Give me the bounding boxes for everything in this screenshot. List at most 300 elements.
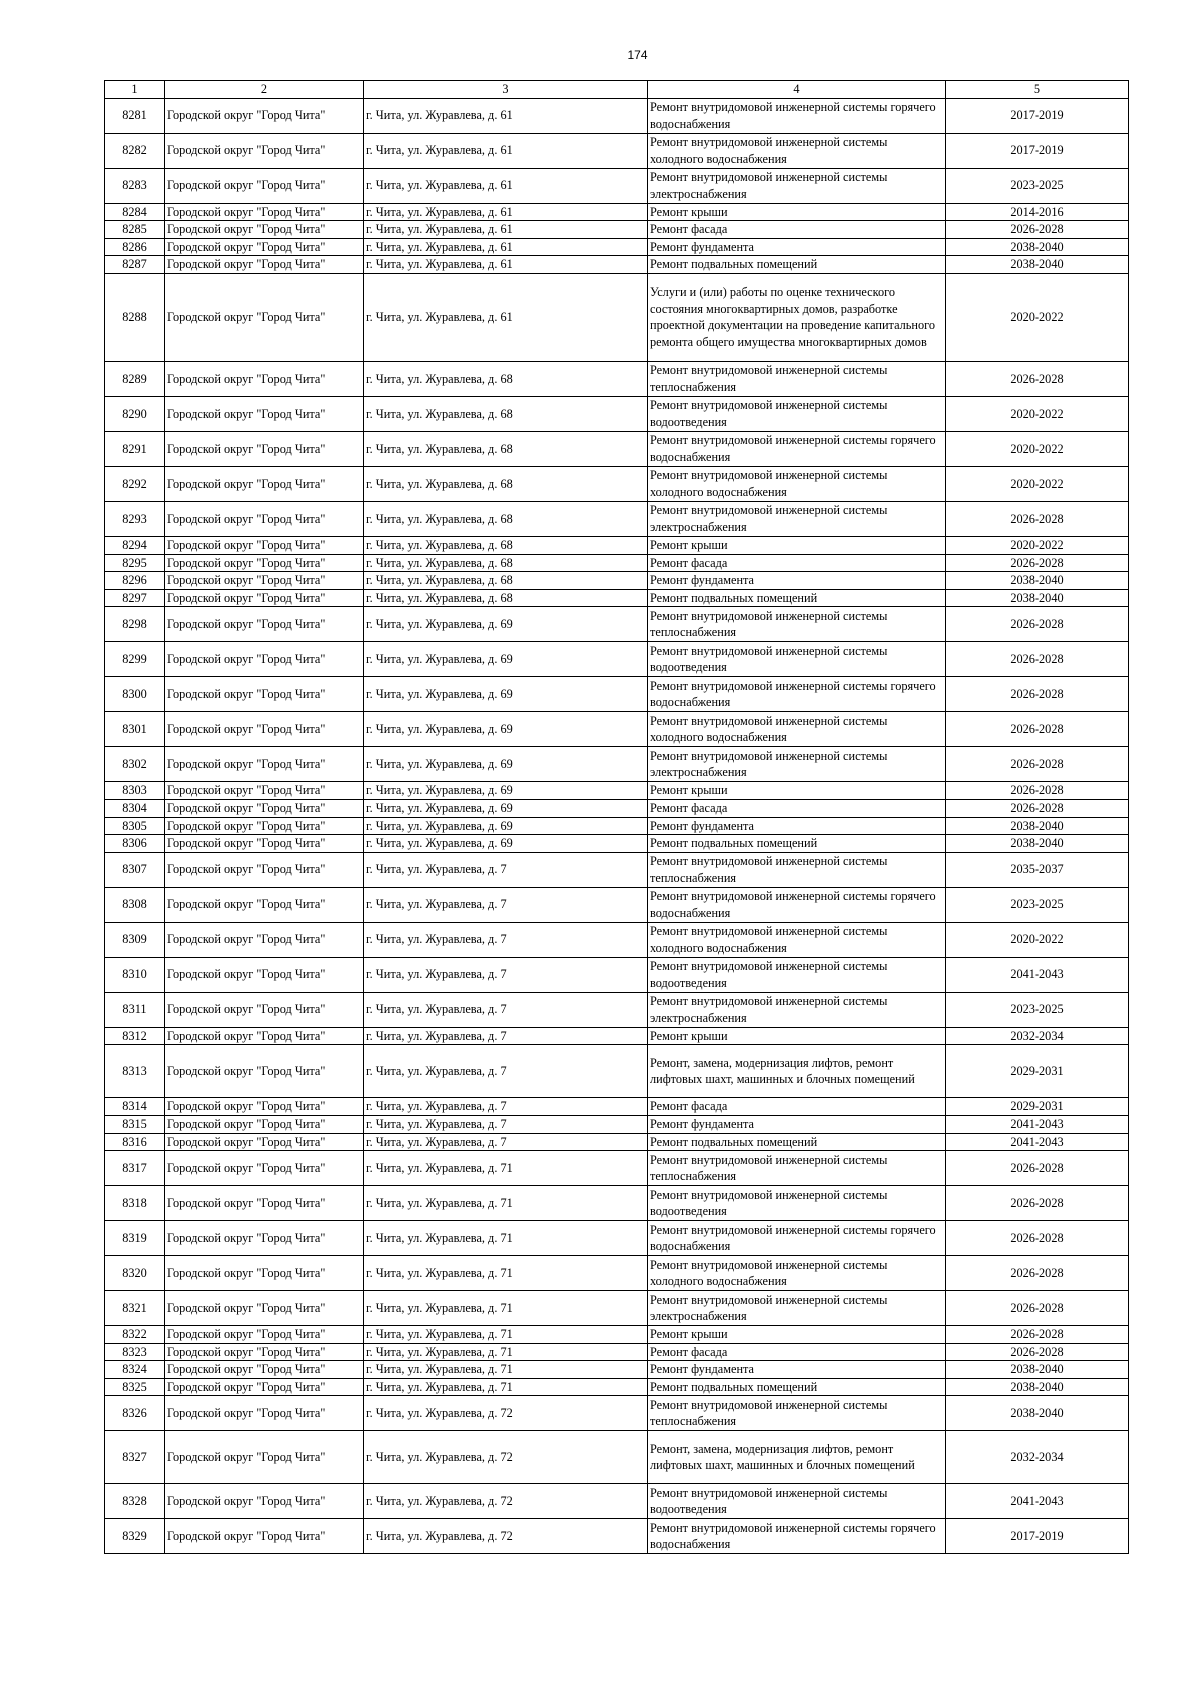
municipality-cell: Городской округ "Город Чита" xyxy=(165,799,364,817)
work-type-cell: Ремонт фундамента xyxy=(648,572,946,590)
work-type-cell: Ремонт крыши xyxy=(648,203,946,221)
municipality-cell: Городской округ "Город Чита" xyxy=(165,1151,364,1186)
address-cell: г. Чита, ул. Журавлева, д. 7 xyxy=(364,1027,648,1045)
work-type-cell: Ремонт внутридомовой инженерной системы электроснабжения xyxy=(648,992,946,1027)
work-type-cell: Ремонт фундамента xyxy=(648,1361,946,1379)
work-type-cell: Ремонт внутридомовой инженерной системы электроснабжения xyxy=(648,168,946,203)
table-row xyxy=(105,1098,1129,1116)
work-type-cell: Ремонт внутридомовой инженерной системы теплоснабжения xyxy=(648,607,946,642)
work-type-cell: Ремонт подвальных помещений xyxy=(648,1378,946,1396)
period-cell: 2038-2040 xyxy=(946,817,1129,835)
period-cell: 2023-2025 xyxy=(946,887,1129,922)
municipality-cell: Городской округ "Город Чита" xyxy=(165,1519,364,1554)
table-row xyxy=(105,835,1129,853)
address-cell: г. Чита, ул. Журавлева, д. 69 xyxy=(364,782,648,800)
work-type-cell: Ремонт внутридомовой инженерной системы теплоснабжения xyxy=(648,1396,946,1431)
table-row xyxy=(105,922,1129,957)
row-number: 8327 xyxy=(105,1431,165,1484)
period-cell: 2026-2028 xyxy=(946,221,1129,239)
table-row xyxy=(105,1256,1129,1291)
row-number: 8319 xyxy=(105,1221,165,1256)
work-type-cell: Ремонт внутридомовой инженерной системы водоотведения xyxy=(648,1484,946,1519)
row-number: 8307 xyxy=(105,852,165,887)
capital-repair-table xyxy=(104,80,1129,1554)
period-cell: 2038-2040 xyxy=(946,1361,1129,1379)
work-type-cell: Ремонт внутридомовой инженерной системы холодного водоснабжения xyxy=(648,133,946,168)
period-cell: 2038-2040 xyxy=(946,589,1129,607)
address-cell: г. Чита, ул. Журавлева, д. 68 xyxy=(364,396,648,431)
municipality-cell: Городской округ "Город Чита" xyxy=(165,133,364,168)
work-type-cell: Ремонт фасада xyxy=(648,1343,946,1361)
municipality-cell: Городской округ "Город Чита" xyxy=(165,1186,364,1221)
address-cell: г. Чита, ул. Журавлева, д. 71 xyxy=(364,1326,648,1344)
address-cell: г. Чита, ул. Журавлева, д. 61 xyxy=(364,203,648,221)
period-cell: 2020-2022 xyxy=(946,536,1129,554)
municipality-cell: Городской округ "Город Чита" xyxy=(165,835,364,853)
municipality-cell: Городской округ "Город Чита" xyxy=(165,782,364,800)
period-cell: 2026-2028 xyxy=(946,1326,1129,1344)
table-row xyxy=(105,1045,1129,1098)
period-cell: 2032-2034 xyxy=(946,1431,1129,1484)
column-header-3: 3 xyxy=(364,81,648,99)
row-number: 8290 xyxy=(105,396,165,431)
table-row xyxy=(105,782,1129,800)
address-cell: г. Чита, ул. Журавлева, д. 71 xyxy=(364,1151,648,1186)
row-number: 8323 xyxy=(105,1343,165,1361)
row-number: 8295 xyxy=(105,554,165,572)
municipality-cell: Городской округ "Город Чита" xyxy=(165,1484,364,1519)
work-type-cell: Ремонт фундамента xyxy=(648,238,946,256)
row-number: 8296 xyxy=(105,572,165,590)
municipality-cell: Городской округ "Город Чита" xyxy=(165,1256,364,1291)
period-cell: 2038-2040 xyxy=(946,572,1129,590)
municipality-cell: Городской округ "Город Чита" xyxy=(165,677,364,712)
municipality-cell: Городской округ "Город Чита" xyxy=(165,168,364,203)
column-header-2: 2 xyxy=(165,81,364,99)
row-number: 8322 xyxy=(105,1326,165,1344)
work-type-cell: Ремонт, замена, модернизация лифтов, ремонт лифтовых шахт, машинных и блочных помещений xyxy=(648,1045,946,1098)
address-cell: г. Чита, ул. Журавлева, д. 7 xyxy=(364,1133,648,1151)
period-cell: 2038-2040 xyxy=(946,256,1129,274)
municipality-cell: Городской округ "Город Чита" xyxy=(165,852,364,887)
address-cell: г. Чита, ул. Журавлева, д. 68 xyxy=(364,431,648,466)
table-row xyxy=(105,1519,1129,1554)
work-type-cell: Ремонт фасада xyxy=(648,1098,946,1116)
column-header-1: 1 xyxy=(105,81,165,99)
municipality-cell: Городской округ "Город Чита" xyxy=(165,98,364,133)
period-cell: 2026-2028 xyxy=(946,1151,1129,1186)
address-cell: г. Чита, ул. Журавлева, д. 61 xyxy=(364,273,648,361)
row-number: 8314 xyxy=(105,1098,165,1116)
address-cell: г. Чита, ул. Журавлева, д. 68 xyxy=(364,361,648,396)
address-cell: г. Чита, ул. Журавлева, д. 69 xyxy=(364,677,648,712)
municipality-cell: Городской округ "Город Чита" xyxy=(165,501,364,536)
municipality-cell: Городской округ "Город Чита" xyxy=(165,536,364,554)
table-row xyxy=(105,887,1129,922)
table-row xyxy=(105,607,1129,642)
table-row xyxy=(105,957,1129,992)
row-number: 8325 xyxy=(105,1378,165,1396)
row-number: 8304 xyxy=(105,799,165,817)
row-number: 8286 xyxy=(105,238,165,256)
municipality-cell: Городской округ "Город Чита" xyxy=(165,1027,364,1045)
table-row xyxy=(105,642,1129,677)
address-cell: г. Чита, ул. Журавлева, д. 61 xyxy=(364,168,648,203)
table-row xyxy=(105,747,1129,782)
table-header-row xyxy=(105,81,1129,99)
work-type-cell: Ремонт внутридомовой инженерной системы теплоснабжения xyxy=(648,1151,946,1186)
period-cell: 2041-2043 xyxy=(946,1133,1129,1151)
address-cell: г. Чита, ул. Журавлева, д. 7 xyxy=(364,992,648,1027)
work-type-cell: Ремонт внутридомовой инженерной системы горячего водоснабжения xyxy=(648,887,946,922)
table-row xyxy=(105,799,1129,817)
table-row xyxy=(105,1221,1129,1256)
work-type-cell: Ремонт внутридомовой инженерной системы горячего водоснабжения xyxy=(648,677,946,712)
table-row xyxy=(105,1326,1129,1344)
table-row xyxy=(105,98,1129,133)
period-cell: 2026-2028 xyxy=(946,799,1129,817)
municipality-cell: Городской округ "Город Чита" xyxy=(165,817,364,835)
table-row xyxy=(105,572,1129,590)
municipality-cell: Городской округ "Город Чита" xyxy=(165,1343,364,1361)
municipality-cell: Городской округ "Город Чита" xyxy=(165,1396,364,1431)
work-type-cell: Ремонт внутридомовой инженерной системы холодного водоснабжения xyxy=(648,466,946,501)
period-cell: 2026-2028 xyxy=(946,501,1129,536)
period-cell: 2041-2043 xyxy=(946,957,1129,992)
period-cell: 2032-2034 xyxy=(946,1027,1129,1045)
row-number: 8287 xyxy=(105,256,165,274)
address-cell: г. Чита, ул. Журавлева, д. 7 xyxy=(364,1098,648,1116)
row-number: 8284 xyxy=(105,203,165,221)
table-row xyxy=(105,256,1129,274)
address-cell: г. Чита, ул. Журавлева, д. 69 xyxy=(364,799,648,817)
address-cell: г. Чита, ул. Журавлева, д. 72 xyxy=(364,1396,648,1431)
address-cell: г. Чита, ул. Журавлева, д. 72 xyxy=(364,1431,648,1484)
address-cell: г. Чита, ул. Журавлева, д. 69 xyxy=(364,817,648,835)
period-cell: 2020-2022 xyxy=(946,431,1129,466)
municipality-cell: Городской округ "Город Чита" xyxy=(165,1133,364,1151)
work-type-cell: Ремонт фасада xyxy=(648,554,946,572)
municipality-cell: Городской округ "Город Чита" xyxy=(165,361,364,396)
work-type-cell: Ремонт внутридомовой инженерной системы горячего водоснабжения xyxy=(648,1221,946,1256)
municipality-cell: Городской округ "Город Чита" xyxy=(165,1221,364,1256)
address-cell: г. Чита, ул. Журавлева, д. 68 xyxy=(364,554,648,572)
row-number: 8318 xyxy=(105,1186,165,1221)
municipality-cell: Городской округ "Город Чита" xyxy=(165,256,364,274)
table-row xyxy=(105,466,1129,501)
period-cell: 2035-2037 xyxy=(946,852,1129,887)
address-cell: г. Чита, ул. Журавлева, д. 7 xyxy=(364,922,648,957)
row-number: 8313 xyxy=(105,1045,165,1098)
work-type-cell: Услуги и (или) работы по оценке технического состояния многоквартирных домов, разработке проектной документации на проведение капитального ремонта общего имущества многоквартирных домов xyxy=(648,273,946,361)
work-type-cell: Ремонт внутридомовой инженерной системы водоотведения xyxy=(648,1186,946,1221)
municipality-cell: Городской округ "Город Чита" xyxy=(165,1326,364,1344)
work-type-cell: Ремонт фасада xyxy=(648,799,946,817)
work-type-cell: Ремонт внутридомовой инженерной системы теплоснабжения xyxy=(648,852,946,887)
table-body xyxy=(105,81,1129,1554)
work-type-cell: Ремонт крыши xyxy=(648,1027,946,1045)
period-cell: 2020-2022 xyxy=(946,396,1129,431)
row-number: 8285 xyxy=(105,221,165,239)
period-cell: 2026-2028 xyxy=(946,1256,1129,1291)
address-cell: г. Чита, ул. Журавлева, д. 71 xyxy=(364,1221,648,1256)
work-type-cell: Ремонт фасада xyxy=(648,221,946,239)
row-number: 8311 xyxy=(105,992,165,1027)
row-number: 8288 xyxy=(105,273,165,361)
table-row xyxy=(105,1343,1129,1361)
municipality-cell: Городской округ "Город Чита" xyxy=(165,747,364,782)
period-cell: 2017-2019 xyxy=(946,1519,1129,1554)
work-type-cell: Ремонт внутридомовой инженерной системы теплоснабжения xyxy=(648,361,946,396)
work-type-cell: Ремонт подвальных помещений xyxy=(648,1133,946,1151)
work-type-cell: Ремонт внутридомовой инженерной системы водоотведения xyxy=(648,957,946,992)
period-cell: 2038-2040 xyxy=(946,1378,1129,1396)
table-row xyxy=(105,501,1129,536)
table-row xyxy=(105,852,1129,887)
table-row xyxy=(105,712,1129,747)
row-number: 8308 xyxy=(105,887,165,922)
table-row xyxy=(105,554,1129,572)
address-cell: г. Чита, ул. Журавлева, д. 71 xyxy=(364,1343,648,1361)
work-type-cell: Ремонт крыши xyxy=(648,782,946,800)
table-row xyxy=(105,817,1129,835)
row-number: 8294 xyxy=(105,536,165,554)
address-cell: г. Чита, ул. Журавлева, д. 71 xyxy=(364,1256,648,1291)
row-number: 8291 xyxy=(105,431,165,466)
period-cell: 2026-2028 xyxy=(946,712,1129,747)
period-cell: 2020-2022 xyxy=(946,273,1129,361)
municipality-cell: Городской округ "Город Чита" xyxy=(165,1115,364,1133)
address-cell: г. Чита, ул. Журавлева, д. 69 xyxy=(364,607,648,642)
row-number: 8297 xyxy=(105,589,165,607)
period-cell: 2017-2019 xyxy=(946,133,1129,168)
address-cell: г. Чита, ул. Журавлева, д. 69 xyxy=(364,712,648,747)
municipality-cell: Городской округ "Город Чита" xyxy=(165,466,364,501)
period-cell: 2029-2031 xyxy=(946,1045,1129,1098)
work-type-cell: Ремонт внутридомовой инженерной системы горячего водоснабжения xyxy=(648,1519,946,1554)
table-row xyxy=(105,1027,1129,1045)
row-number: 8282 xyxy=(105,133,165,168)
table-row xyxy=(105,1378,1129,1396)
address-cell: г. Чита, ул. Журавлева, д. 69 xyxy=(364,642,648,677)
municipality-cell: Городской округ "Город Чита" xyxy=(165,1431,364,1484)
column-header-5: 5 xyxy=(946,81,1129,99)
row-number: 8310 xyxy=(105,957,165,992)
row-number: 8299 xyxy=(105,642,165,677)
address-cell: г. Чита, ул. Журавлева, д. 61 xyxy=(364,98,648,133)
table-row xyxy=(105,361,1129,396)
table-row xyxy=(105,589,1129,607)
row-number: 8312 xyxy=(105,1027,165,1045)
table-row xyxy=(105,396,1129,431)
period-cell: 2026-2028 xyxy=(946,554,1129,572)
municipality-cell: Городской округ "Город Чита" xyxy=(165,203,364,221)
work-type-cell: Ремонт внутридомовой инженерной системы электроснабжения xyxy=(648,1291,946,1326)
row-number: 8289 xyxy=(105,361,165,396)
municipality-cell: Городской округ "Город Чита" xyxy=(165,273,364,361)
period-cell: 2026-2028 xyxy=(946,1221,1129,1256)
work-type-cell: Ремонт внутридомовой инженерной системы холодного водоснабжения xyxy=(648,712,946,747)
work-type-cell: Ремонт внутридомовой инженерной системы холодного водоснабжения xyxy=(648,1256,946,1291)
period-cell: 2020-2022 xyxy=(946,922,1129,957)
municipality-cell: Городской округ "Город Чита" xyxy=(165,922,364,957)
period-cell: 2026-2028 xyxy=(946,1291,1129,1326)
row-number: 8324 xyxy=(105,1361,165,1379)
address-cell: г. Чита, ул. Журавлева, д. 72 xyxy=(364,1484,648,1519)
row-number: 8293 xyxy=(105,501,165,536)
row-number: 8283 xyxy=(105,168,165,203)
period-cell: 2026-2028 xyxy=(946,1186,1129,1221)
address-cell: г. Чита, ул. Журавлева, д. 68 xyxy=(364,572,648,590)
address-cell: г. Чита, ул. Журавлева, д. 68 xyxy=(364,466,648,501)
address-cell: г. Чита, ул. Журавлева, д. 7 xyxy=(364,887,648,922)
table-row xyxy=(105,238,1129,256)
address-cell: г. Чита, ул. Журавлева, д. 71 xyxy=(364,1291,648,1326)
table-row xyxy=(105,1431,1129,1484)
address-cell: г. Чита, ул. Журавлева, д. 72 xyxy=(364,1519,648,1554)
table-row xyxy=(105,1484,1129,1519)
address-cell: г. Чита, ул. Журавлева, д. 68 xyxy=(364,501,648,536)
period-cell: 2026-2028 xyxy=(946,782,1129,800)
row-number: 8300 xyxy=(105,677,165,712)
address-cell: г. Чита, ул. Журавлева, д. 71 xyxy=(364,1186,648,1221)
municipality-cell: Городской округ "Город Чита" xyxy=(165,572,364,590)
period-cell: 2038-2040 xyxy=(946,1396,1129,1431)
municipality-cell: Городской округ "Город Чита" xyxy=(165,642,364,677)
address-cell: г. Чита, ул. Журавлева, д. 61 xyxy=(364,256,648,274)
table-row xyxy=(105,1133,1129,1151)
period-cell: 2041-2043 xyxy=(946,1484,1129,1519)
table-row xyxy=(105,133,1129,168)
period-cell: 2026-2028 xyxy=(946,677,1129,712)
work-type-cell: Ремонт внутридомовой инженерной системы водоотведения xyxy=(648,642,946,677)
address-cell: г. Чита, ул. Журавлева, д. 71 xyxy=(364,1361,648,1379)
municipality-cell: Городской округ "Город Чита" xyxy=(165,221,364,239)
work-type-cell: Ремонт крыши xyxy=(648,1326,946,1344)
address-cell: г. Чита, ул. Журавлева, д. 7 xyxy=(364,852,648,887)
municipality-cell: Городской округ "Город Чита" xyxy=(165,1291,364,1326)
row-number: 8306 xyxy=(105,835,165,853)
period-cell: 2026-2028 xyxy=(946,1343,1129,1361)
address-cell: г. Чита, ул. Журавлева, д. 61 xyxy=(364,133,648,168)
row-number: 8315 xyxy=(105,1115,165,1133)
work-type-cell: Ремонт внутридомовой инженерной системы горячего водоснабжения xyxy=(648,98,946,133)
period-cell: 2023-2025 xyxy=(946,168,1129,203)
address-cell: г. Чита, ул. Журавлева, д. 68 xyxy=(364,536,648,554)
work-type-cell: Ремонт, замена, модернизация лифтов, ремонт лифтовых шахт, машинных и блочных помещений xyxy=(648,1431,946,1484)
municipality-cell: Городской округ "Город Чита" xyxy=(165,1378,364,1396)
row-number: 8301 xyxy=(105,712,165,747)
table-row xyxy=(105,1186,1129,1221)
address-cell: г. Чита, ул. Журавлева, д. 7 xyxy=(364,957,648,992)
period-cell: 2023-2025 xyxy=(946,992,1129,1027)
address-cell: г. Чита, ул. Журавлева, д. 69 xyxy=(364,747,648,782)
row-number: 8316 xyxy=(105,1133,165,1151)
period-cell: 2026-2028 xyxy=(946,747,1129,782)
row-number: 8329 xyxy=(105,1519,165,1554)
row-number: 8317 xyxy=(105,1151,165,1186)
row-number: 8281 xyxy=(105,98,165,133)
work-type-cell: Ремонт подвальных помещений xyxy=(648,589,946,607)
municipality-cell: Городской округ "Город Чита" xyxy=(165,396,364,431)
period-cell: 2026-2028 xyxy=(946,642,1129,677)
municipality-cell: Городской округ "Город Чита" xyxy=(165,1098,364,1116)
table-row xyxy=(105,992,1129,1027)
row-number: 8321 xyxy=(105,1291,165,1326)
table-row xyxy=(105,1396,1129,1431)
row-number: 8305 xyxy=(105,817,165,835)
municipality-cell: Городской округ "Город Чита" xyxy=(165,431,364,466)
table-row xyxy=(105,431,1129,466)
work-type-cell: Ремонт крыши xyxy=(648,536,946,554)
row-number: 8303 xyxy=(105,782,165,800)
row-number: 8326 xyxy=(105,1396,165,1431)
row-number: 8298 xyxy=(105,607,165,642)
work-type-cell: Ремонт внутридомовой инженерной системы электроснабжения xyxy=(648,747,946,782)
address-cell: г. Чита, ул. Журавлева, д. 71 xyxy=(364,1378,648,1396)
work-type-cell: Ремонт внутридомовой инженерной системы водоотведения xyxy=(648,396,946,431)
table-row xyxy=(105,221,1129,239)
table-row xyxy=(105,1291,1129,1326)
work-type-cell: Ремонт внутридомовой инженерной системы холодного водоснабжения xyxy=(648,922,946,957)
municipality-cell: Городской округ "Город Чита" xyxy=(165,1361,364,1379)
row-number: 8309 xyxy=(105,922,165,957)
row-number: 8302 xyxy=(105,747,165,782)
period-cell: 2041-2043 xyxy=(946,1115,1129,1133)
row-number: 8292 xyxy=(105,466,165,501)
municipality-cell: Городской округ "Город Чита" xyxy=(165,1045,364,1098)
address-cell: г. Чита, ул. Журавлева, д. 61 xyxy=(364,221,648,239)
table-row xyxy=(105,168,1129,203)
address-cell: г. Чита, ул. Журавлева, д. 7 xyxy=(364,1115,648,1133)
column-header-4: 4 xyxy=(648,81,946,99)
work-type-cell: Ремонт фундамента xyxy=(648,817,946,835)
work-type-cell: Ремонт внутридомовой инженерной системы горячего водоснабжения xyxy=(648,431,946,466)
table-row xyxy=(105,536,1129,554)
period-cell: 2026-2028 xyxy=(946,361,1129,396)
period-cell: 2029-2031 xyxy=(946,1098,1129,1116)
period-cell: 2017-2019 xyxy=(946,98,1129,133)
municipality-cell: Городской округ "Город Чита" xyxy=(165,992,364,1027)
address-cell: г. Чита, ул. Журавлева, д. 61 xyxy=(364,238,648,256)
period-cell: 2038-2040 xyxy=(946,835,1129,853)
work-type-cell: Ремонт подвальных помещений xyxy=(648,835,946,853)
period-cell: 2026-2028 xyxy=(946,607,1129,642)
table-row xyxy=(105,203,1129,221)
table-row xyxy=(105,1361,1129,1379)
row-number: 8328 xyxy=(105,1484,165,1519)
table-row xyxy=(105,677,1129,712)
work-type-cell: Ремонт подвальных помещений xyxy=(648,256,946,274)
table-row xyxy=(105,1151,1129,1186)
table-row xyxy=(105,273,1129,361)
table-row xyxy=(105,1115,1129,1133)
municipality-cell: Городской округ "Город Чита" xyxy=(165,887,364,922)
page-number: 174 xyxy=(627,48,648,62)
period-cell: 2020-2022 xyxy=(946,466,1129,501)
municipality-cell: Городской округ "Город Чита" xyxy=(165,607,364,642)
row-number: 8320 xyxy=(105,1256,165,1291)
period-cell: 2014-2016 xyxy=(946,203,1129,221)
address-cell: г. Чита, ул. Журавлева, д. 7 xyxy=(364,1045,648,1098)
municipality-cell: Городской округ "Город Чита" xyxy=(165,589,364,607)
period-cell: 2038-2040 xyxy=(946,238,1129,256)
work-type-cell: Ремонт внутридомовой инженерной системы электроснабжения xyxy=(648,501,946,536)
work-type-cell: Ремонт фундамента xyxy=(648,1115,946,1133)
municipality-cell: Городской округ "Город Чита" xyxy=(165,238,364,256)
municipality-cell: Городской округ "Город Чита" xyxy=(165,957,364,992)
address-cell: г. Чита, ул. Журавлева, д. 68 xyxy=(364,589,648,607)
